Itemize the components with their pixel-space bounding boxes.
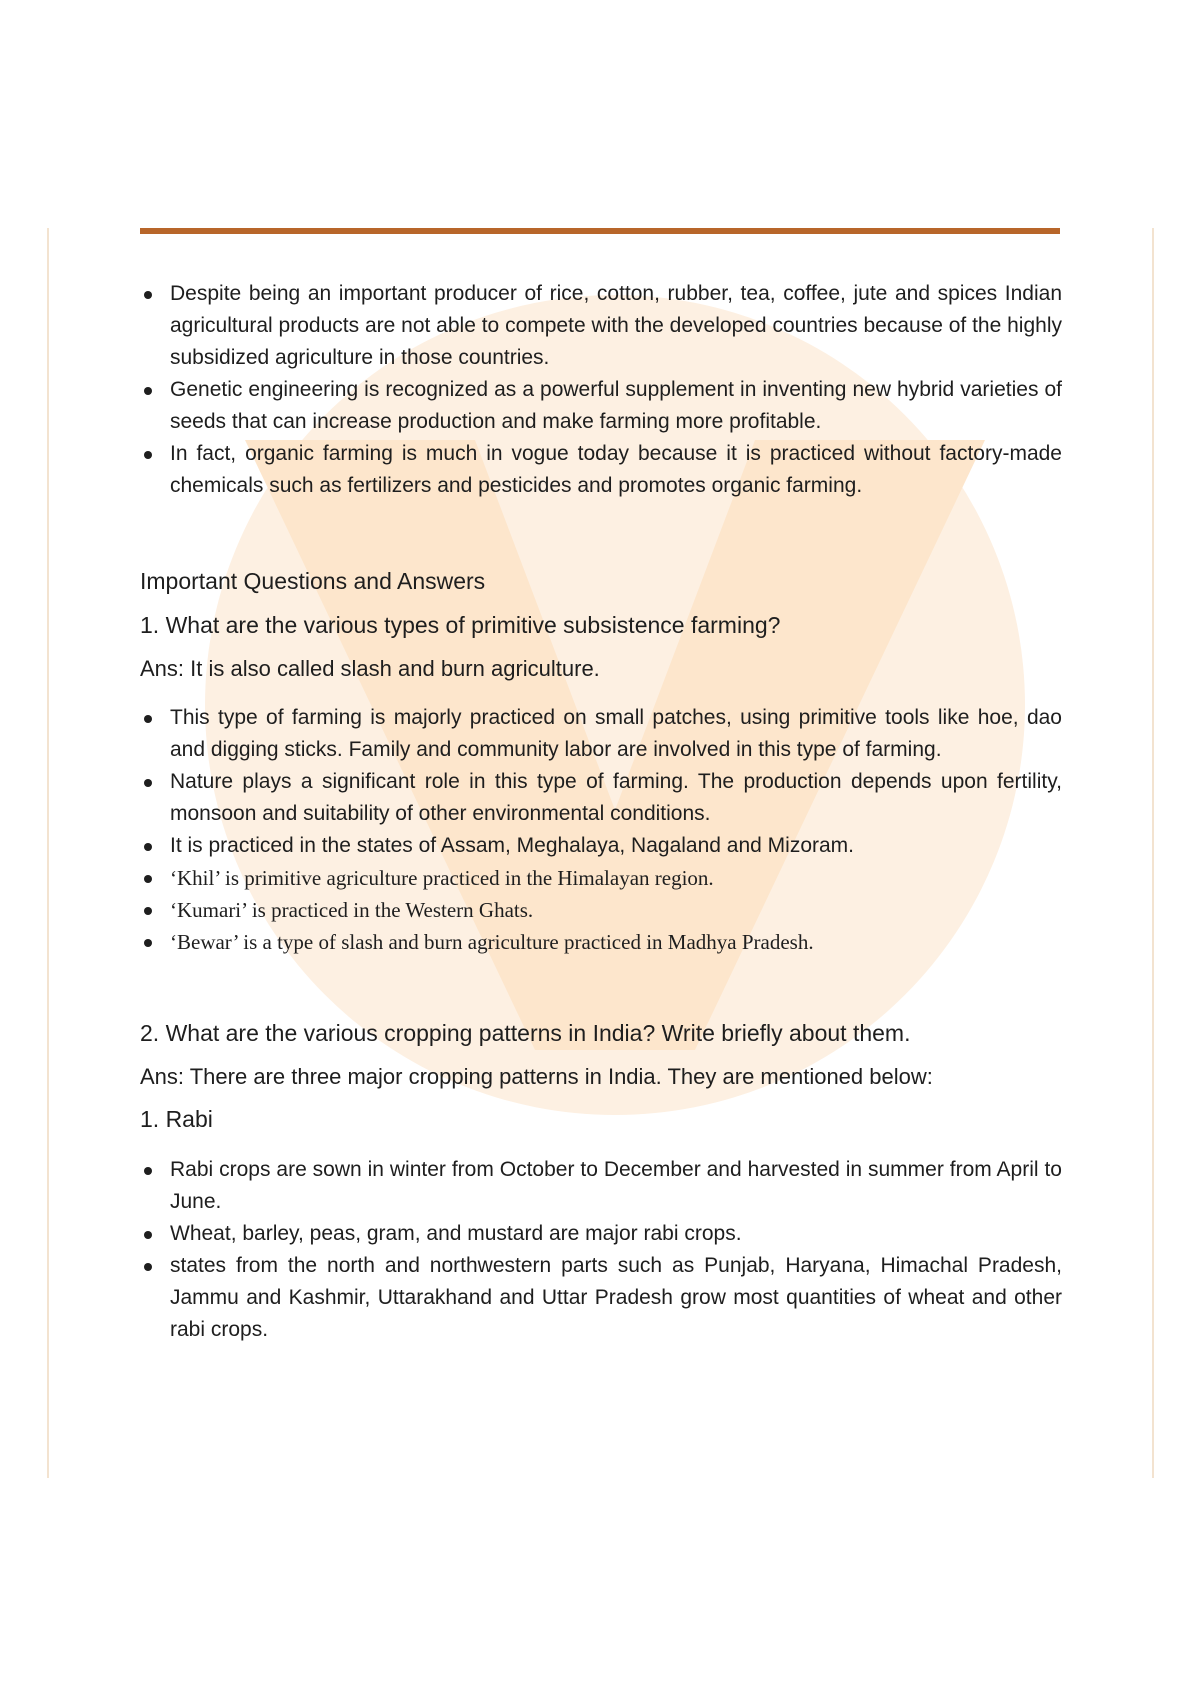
list-item [140, 1218, 1062, 1250]
bullet-icon [144, 907, 152, 915]
bullet-icon [144, 939, 152, 947]
bullet-icon [144, 387, 152, 395]
list-item-text: Nature plays a significant role in this type of farming. The production depends upon fertility, monsoon and suitability of other environmental conditions. [170, 770, 1062, 825]
bullet-icon [144, 875, 152, 883]
list-item [140, 894, 1062, 926]
list-item-text: Wheat, barley, peas, gram, and mustard are major rabi crops. [170, 1222, 742, 1245]
header-rule [140, 228, 1060, 234]
bullet-icon [144, 715, 152, 723]
answer-1: Ans: It is also called slash and burn agriculture. [140, 656, 600, 681]
bullet-icon [144, 779, 152, 787]
list-item [140, 1154, 1062, 1218]
list-item [140, 278, 1062, 374]
intro-bullet-list [140, 278, 1062, 502]
bullet-icon [144, 1231, 152, 1239]
list-item [140, 830, 1062, 862]
answer-2: Ans: There are three major cropping patterns in India. They are mentioned below: [140, 1064, 933, 1089]
list-item-text: ‘Khil’ is primitive agriculture practiced in the Himalayan region. [170, 866, 714, 890]
bullet-icon [144, 1167, 152, 1175]
bullet-icon [144, 1263, 152, 1271]
list-item [140, 374, 1062, 438]
bullet-icon [144, 291, 152, 299]
question-2: 2. What are the various cropping patterns in India? Write briefly about them. [140, 1020, 911, 1046]
bullet-icon [144, 843, 152, 851]
list-item-text: Despite being an important producer of rice, cotton, rubber, tea, coffee, jute and spices Indian agricultural products are not able to compete with the developed countries because of the highly subsidized agriculture in those countries. [170, 282, 1062, 369]
list-item [140, 766, 1062, 830]
list-item [140, 1250, 1062, 1346]
bullet-icon [144, 451, 152, 459]
list-item-text: Rabi crops are sown in winter from October to December and harvested in summer from April to June. [170, 1158, 1062, 1213]
list-item-text: It is practiced in the states of Assam, Meghalaya, Nagaland and Mizoram. [170, 834, 855, 857]
answer-1-bullet-list [140, 702, 1062, 958]
list-item-text: ‘Bewar’ is a type of slash and burn agriculture practiced in Madhya Pradesh. [170, 930, 814, 954]
list-item-text: In fact, organic farming is much in vogue today because it is practiced without factory-made chemicals such as fertilizers and pesticides and promotes organic farming. [170, 442, 1062, 497]
section-title: Important Questions and Answers [140, 568, 486, 594]
page-border-left [47, 228, 49, 1478]
list-item-text: This type of farming is majorly practiced on small patches, using primitive tools like hoe, dao and digging sticks. Family and community labor are involved in this type of farming. [170, 706, 1062, 761]
list-item [140, 926, 1062, 958]
page-border-right [1152, 228, 1154, 1478]
list-item-text: states from the north and northwestern parts such as Punjab, Haryana, Himachal Pradesh, Jammu and Kashmir, Uttarakhand and Uttar Pradesh grow most quantities of wheat and other rabi crops. [170, 1254, 1062, 1341]
page-content [140, 278, 1062, 1346]
question-1: 1. What are the various types of primitive subsistence farming? [140, 612, 781, 638]
list-item [140, 438, 1062, 502]
list-item-text: ‘Kumari’ is practiced in the Western Ghats. [170, 898, 534, 922]
subheading-rabi: 1. Rabi [140, 1106, 213, 1132]
list-item-text: Genetic engineering is recognized as a powerful supplement in inventing new hybrid varieties of seeds that can increase production and make farming more profitable. [170, 378, 1062, 433]
answer-2-bullet-list [140, 1154, 1062, 1346]
list-item [140, 702, 1062, 766]
list-item [140, 862, 1062, 894]
